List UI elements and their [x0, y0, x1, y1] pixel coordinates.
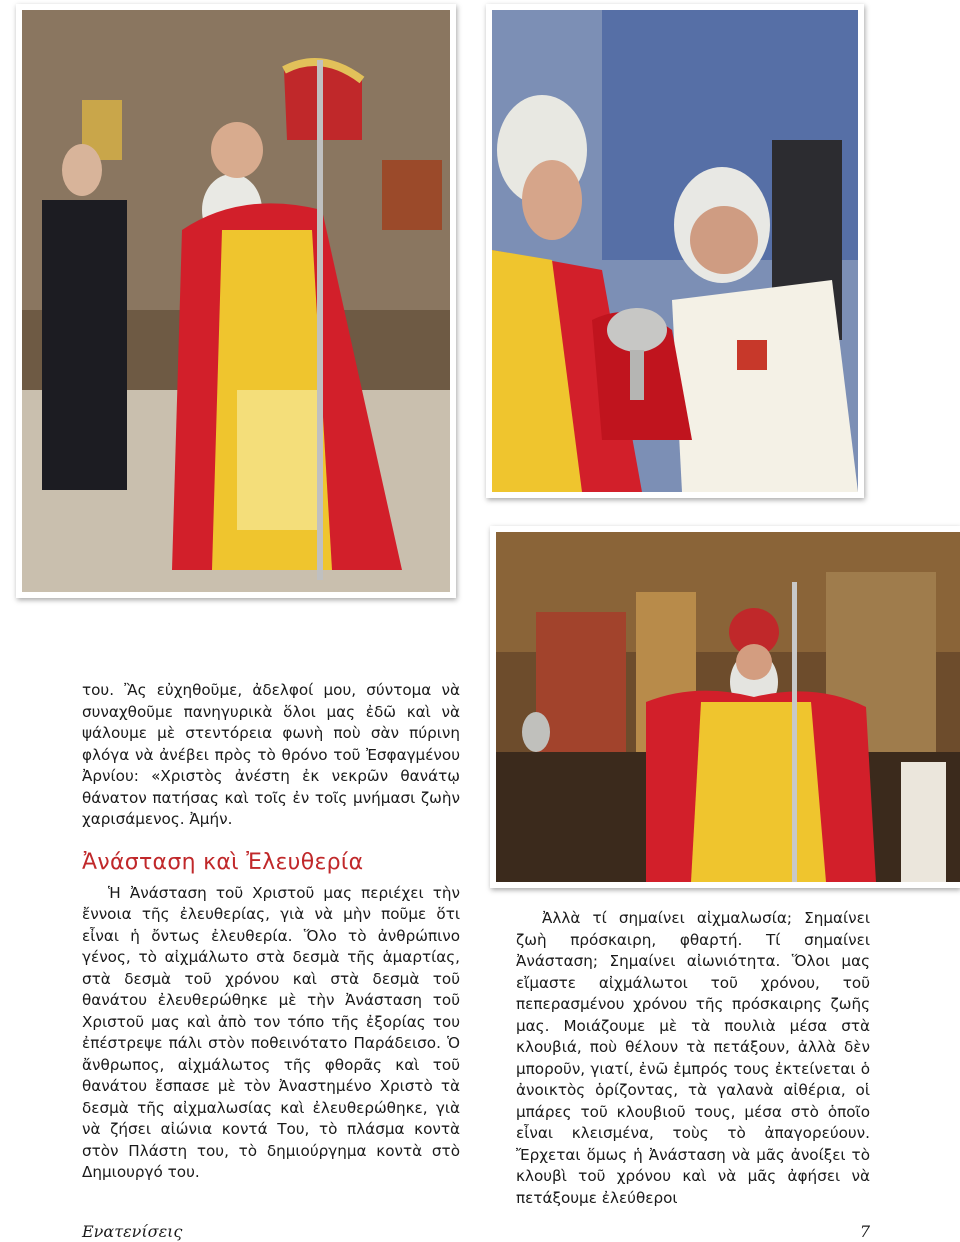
photo-bishop-censing: [490, 526, 960, 888]
photo-bishop-censing-icon: [496, 532, 960, 882]
photo-bishop-with-staff-icon: [22, 10, 450, 592]
footer-publication-title: Ενατενίσεις: [82, 1222, 183, 1241]
photo-communion-chalice-icon: [492, 10, 858, 492]
footer-page-number: 7: [859, 1222, 870, 1241]
article-paragraph-3: Ἀλλὰ τί σημαίνει αἰχμαλωσία; Σημαίνει ζωὴ πρόσκαιρη, φθαρτή. Τί σημαίνει Ἀνάσταση; Σημαίνει αἰωνιότητα. Ὅλοι μας εἴμαστε αἰχμάλωτοι τοῦ χρόνου, τοῦ πεπερασμένου χρόνου τῆς πρόσκαιρης ζωῆς μας. Μοιάζουμε μὲ τὰ πουλιὰ μέσα στὰ κλουβιά, ποὺ θέλουν τὰ πετάξουν, ἀλλὰ δὲν μποροῦν, γιατί, ἐνῶ ἐμπρός τους ἐκτείνεται ὁ ἀνοικτὸς ὁρίζοντας, τὰ γαλανὰ αἰθέρια, οἱ μπάρες τοῦ κλουβιοῦ τους, μέσα στὸ ὁποῖο εἶναι κλεισμένα, τοὺς τὸ ἀπαγορεύουν. Ἔρχεται ὅμως ἡ Ἀνάσταση νὰ μᾶς ἀνοίξει τὸ κλουβὶ τοῦ χρόνου καὶ νὰ μᾶς ἀφήσει νὰ πετάξουμε ἐλεύθεροι: [516, 909, 870, 1207]
section-title: Ἀνάσταση καὶ Ἐλευθερία: [82, 849, 364, 875]
article-paragraph-2: Ἡ Ἀνάσταση τοῦ Χριστοῦ μας περιέχει τὴν ἔννοια τῆς ἐλευθερίας, γιὰ νὰ μὴν ποῦμε ὅτι εἶναι ἡ ὄντως ἐλευθερία. Ὅλο τὸ ἀνθρώπινο γένος, τὸ αἰχμάλωτο στὰ δεσμὰ τῆς ἁμαρτίας, στὰ δεσμὰ τοῦ χρόνου καὶ στὰ δεσμὰ τοῦ θανάτου ἐλευθερώθηκε μὲ τὴν Ἀνάσταση τοῦ Χριστοῦ μας καὶ ἀπὸ τον τόπο τῆς ἐξορίας του ἐπέστρεψε πάλι στὸν ποθεινότατο Παράδεισο. Ὁ ἄνθρωπος, αἰχμάλωτος τῆς φθορᾶς καὶ τοῦ θανάτου ἔσπασε μὲ τὸν Ἀναστημένο Χριστὸ τὰ δεσμὰ τῆς αἰχμαλωσίας καὶ ἐλευθερώθηκε, γιὰ νὰ ζήσει αἰώνια κοντά Του, τὸ πλάσμα κοντὰ στὸν Πλάστη του, τὸ δημιούργημα κοντὰ στὸ Δημιουργό του.: [82, 883, 460, 1181]
article-right-column: [516, 908, 870, 1209]
photo-communion-chalice: [486, 4, 864, 498]
article-left-column: [82, 680, 460, 1184]
article-paragraph-1: του. Ἂς εὐχηθοῦμε, ἀδελφοί μου, σύντομα νὰ συναχθοῦμε πανηγυρικὰ ὅλοι μας ἐδῶ καὶ νὰ ψάλουμε μὲ στεντόρεια φωνὴ ποὺ σὰν πύρινη φλόγα νὰ ἀνέβει πρὸς τὸ θρόνο τοῦ Ἐσφαγμένου Ἀρνίου: «Χριστὸς ἀνέστη ἐκ νεκρῶν θανάτῳ θάνατον πατήσας καὶ τοῖς ἐν τοῖς μνήμασι ζωὴν χαρισάμενος. Ἀμήν.: [82, 681, 460, 828]
photo-bishop-with-staff: [16, 4, 456, 598]
